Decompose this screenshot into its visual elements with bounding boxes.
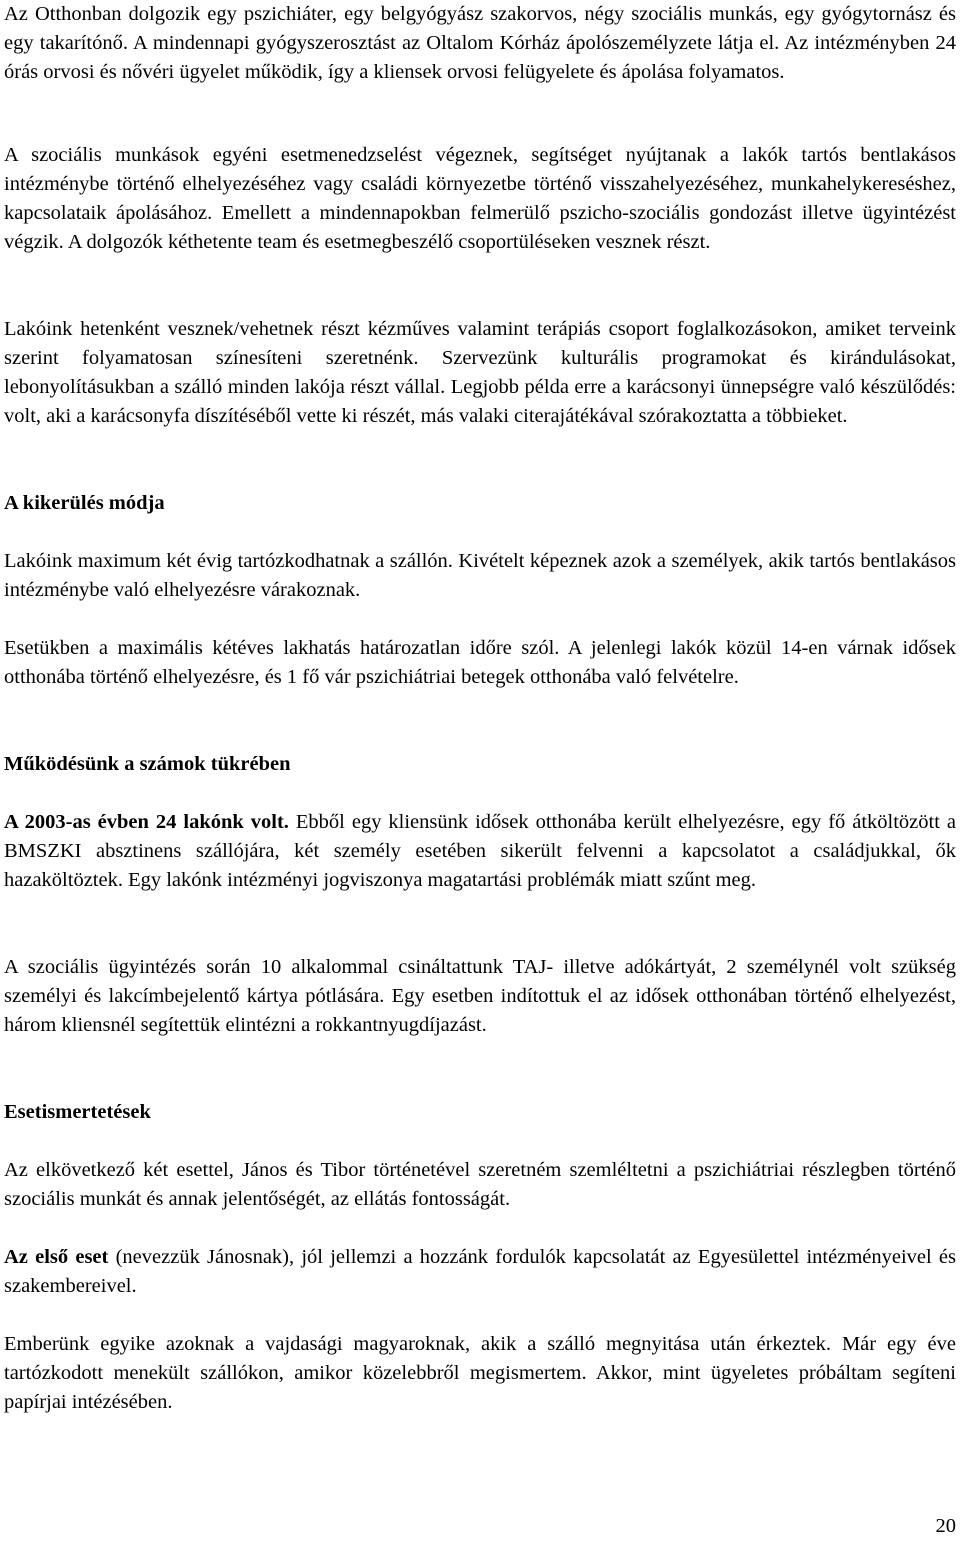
paragraph-first-case-body: (nevezzük Jánosnak), jól jellemzi a hozzánk fordulók kapcsolatát az Egyesülettel intézményeivel és szakembereivel. [4, 1246, 956, 1297]
paragraph-exit-cases: Esetükben a maximális kétéves lakhatás határozatlan időre szól. A jelenlegi lakók közül 14-en várnak idősek otthonába történő elhelyezésre, és 1 fő vár pszichiátriai betegek otthonába való felvételre. [4, 637, 956, 688]
heading-numbers: Működésünk a számok tükrében [4, 753, 291, 775]
paragraph-first-case [4, 1243, 956, 1301]
paragraph-administration: A szociális ügyintézés során 10 alkalommal csináltattunk TAJ- illetve adókártyát, 2 személynél volt szükség személyi és lakcímbejelentő kártya pótlására. Egy esetben indítottuk el az idősek otthonában történő elhelyezést, három kliensnél segítettük elintézni a rokkantnyugdíjazást. [4, 956, 956, 1036]
paragraph-first-case-lead: Az első eset [4, 1246, 109, 1268]
paragraph-janos: Emberünk egyike azoknak a vajdasági magyaroknak, akik a szálló megnyitása után érkeztek. Már egy éve tartózkodott menekült szállókon, amikor közelebbről megismertem. Akkor, mint ügyeletes próbáltam segíteni papírjai intézésében. [4, 1333, 956, 1413]
heading-exit: A kikerülés módja [4, 492, 165, 514]
paragraph-programs: Lakóink hetenként vesznek/vehetnek részt kézműves valamint terápiás csoport foglalkozásokon, amiket terveink szerint folyamatosan színesíteni szeretnénk. Szervezünk kulturális programokat és kirándulásokat, lebonyolításukban a szálló minden lakója részt vállal. Legjobb példa erre a karácsonyi ünnepségre való készülődés: volt, aki a karácsonyfa díszítéséből vette ki részét, más valaki citerajátékával szórakoztatta a többieket. [4, 318, 956, 427]
heading-cases: Esetismertetések [4, 1101, 151, 1123]
page-number: 20 [935, 1515, 956, 1537]
paragraph-2003 [4, 808, 956, 895]
paragraph-social-workers: A szociális munkások egyéni esetmenedzselést végeznek, segítséget nyújtanak a lakók tartós bentlakásos intézménybe történő elhelyezéséhez vagy családi környezetbe történő visszahelyezéséhez, munkahelykereséshez, kapcsolataik ápolásához. Emellett a mindennapokban felmerülő pszicho-szociális gondozást illetve ügyintézést végzik. A dolgozók kéthetente team és esetmegbeszélő csoportüléseken vesznek részt. [4, 144, 956, 253]
paragraph-exit-rules: Lakóink maximum két évig tartózkodhatnak a szállón. Kivételt képeznek azok a személyek, akik tartós bentlakásos intézménybe való elhelyezésre várakoznak. [4, 550, 956, 601]
paragraph-2003-body: Ebből egy kliensünk idősek otthonába került elhelyezésre, egy fő átköltözött a BMSZKI absztinens szállójára, két személy esetében sikerült felvenni a kapcsolatot a családjukkal, ők hazaköltöztek. Egy lakónk intézményi jogviszonya magatartási problémák miatt szűnt meg. [4, 811, 957, 891]
paragraph-2003-lead: A 2003-as évben 24 lakónk volt. [4, 811, 289, 833]
paragraph-cases-intro: Az elkövetkező két esettel, János és Tibor történetével szeretném szemléltetni a pszichiátriai részlegben történő szociális munkát és annak jelentőségét, az ellátás fontosságát. [4, 1159, 956, 1210]
paragraph-staff: Az Otthonban dolgozik egy pszichiáter, egy belgyógyász szakorvos, négy szociális munkás, egy gyógytornász és egy takarítónő. A mindennapi gyógyszerosztást az Oltalom Kórház ápolószemélyzete látja el. Az intézményben 24 órás orvosi és nővéri ügyelet működik, így a kliensek orvosi felügyelete és ápolása folyamatos. [4, 3, 956, 83]
